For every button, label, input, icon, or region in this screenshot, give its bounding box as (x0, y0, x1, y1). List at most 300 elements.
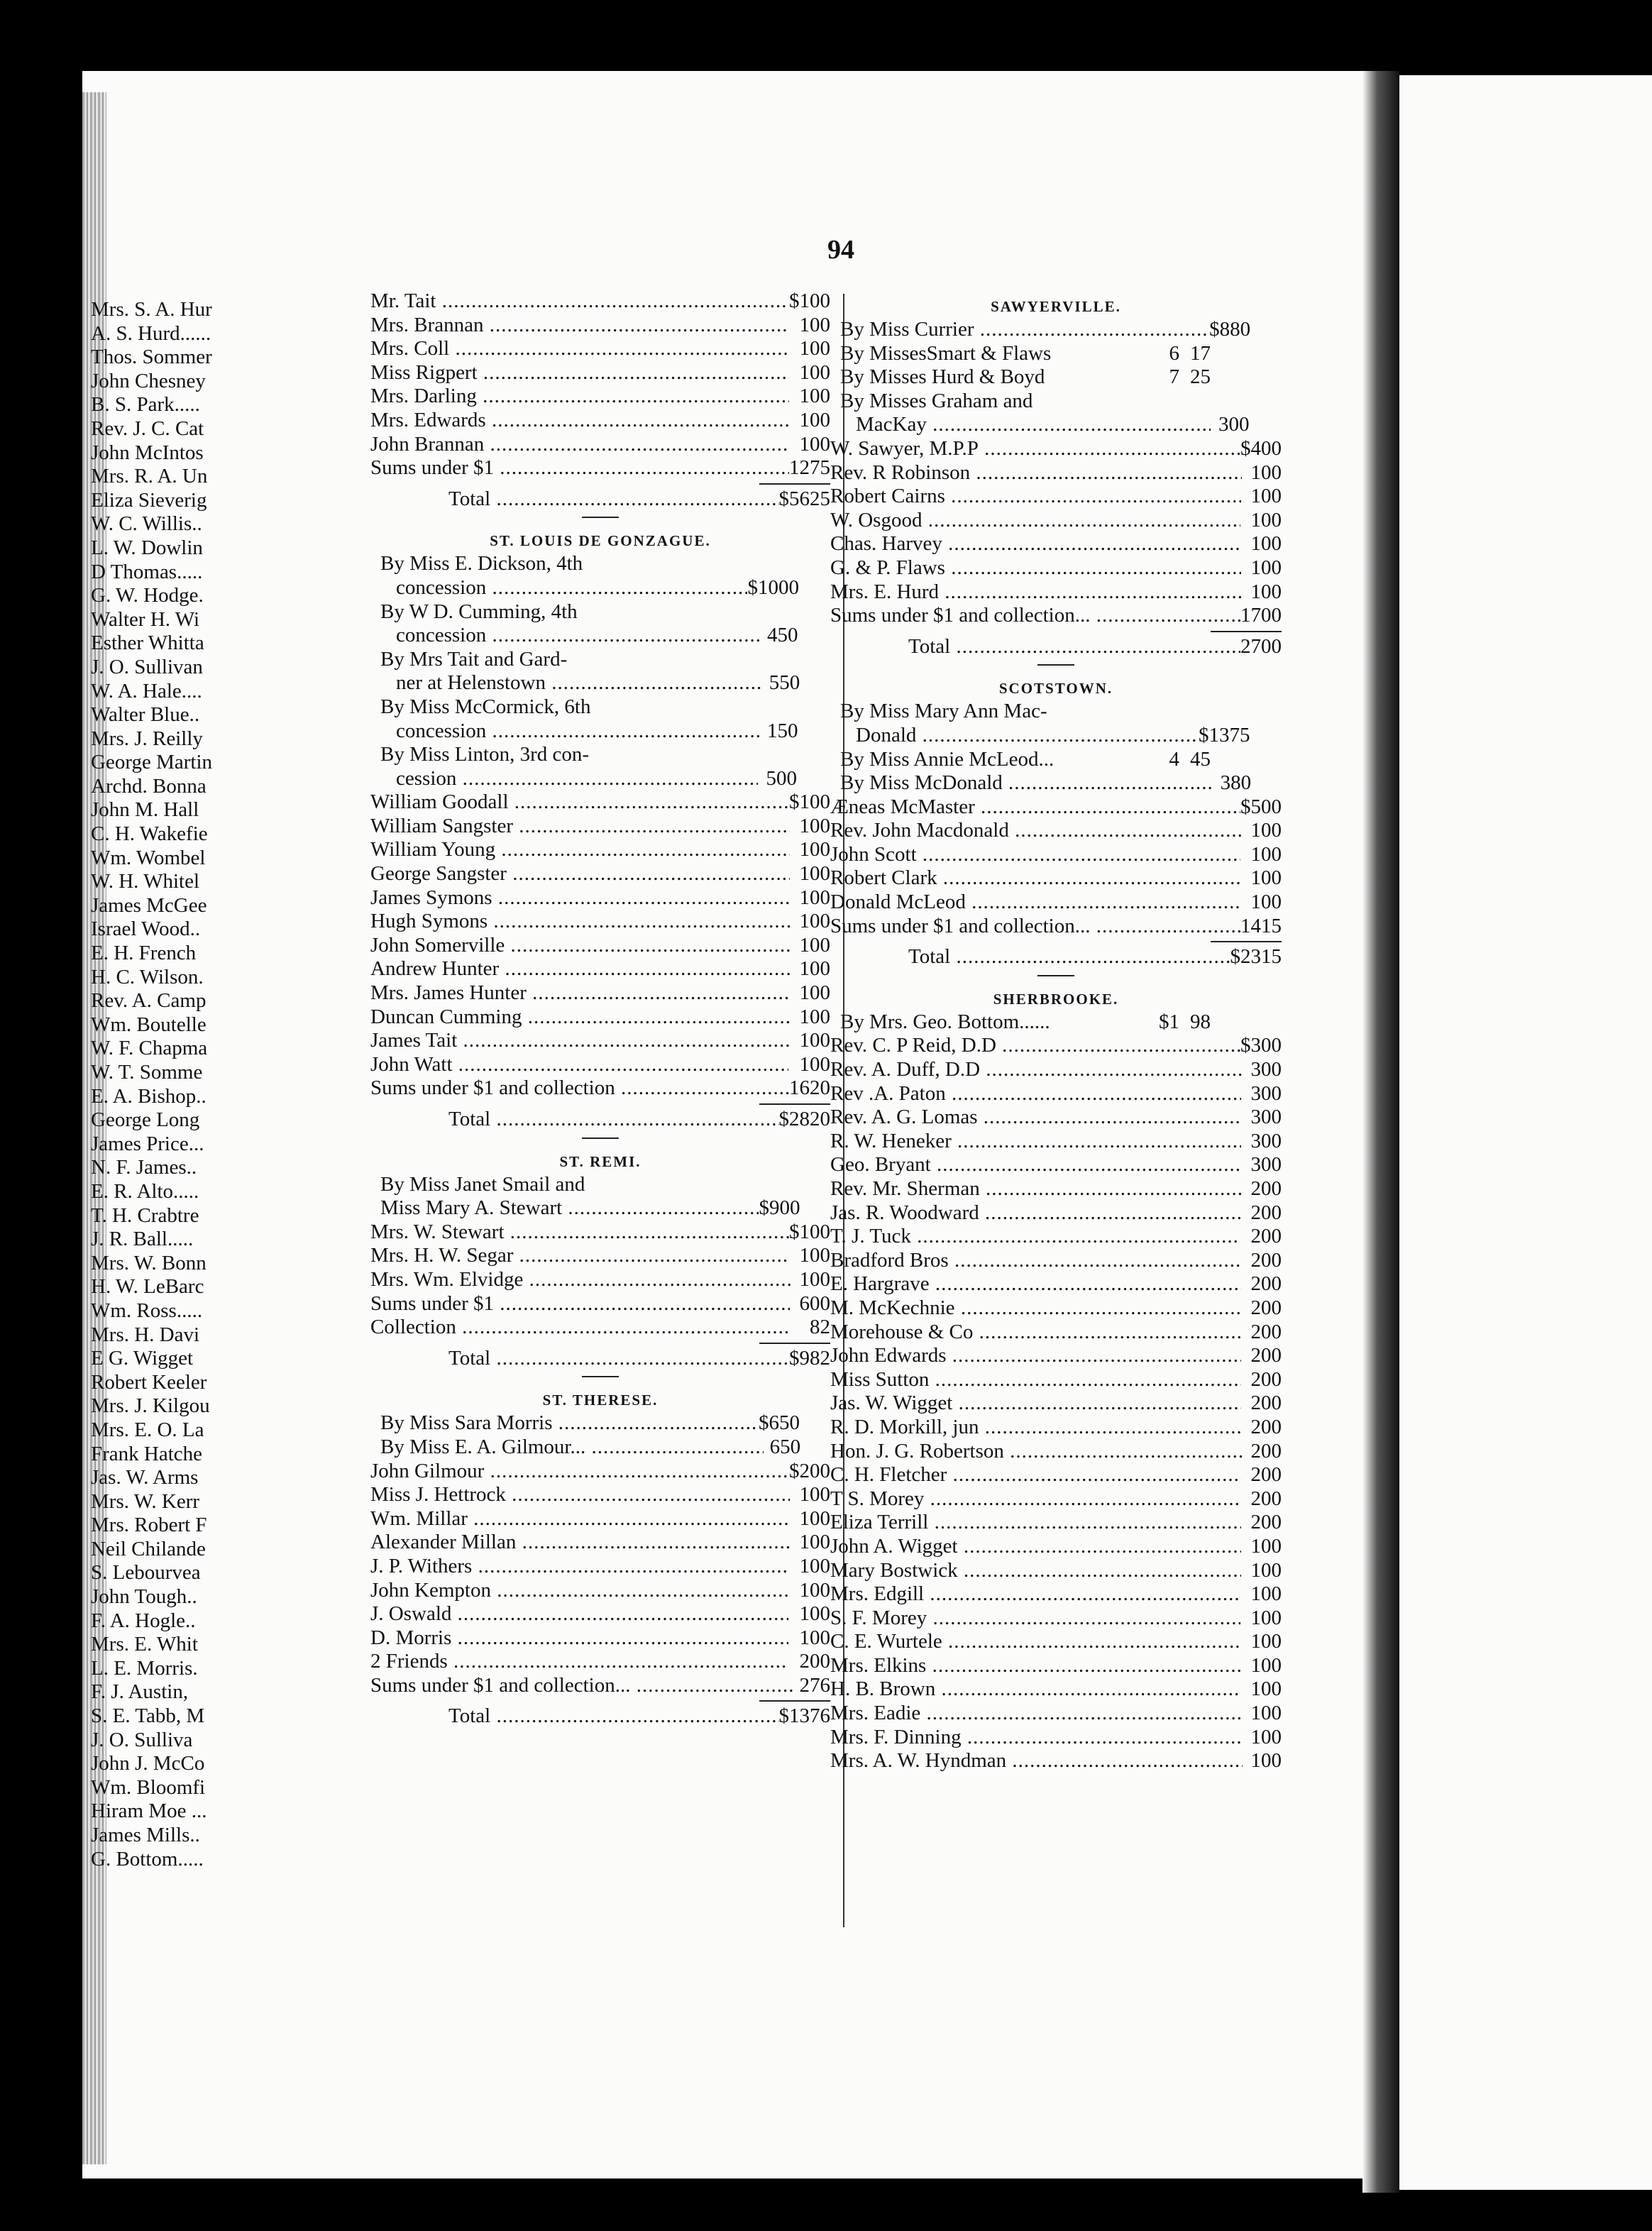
total-row (830, 635, 1282, 659)
entry-row (370, 361, 830, 385)
entry-name: Rev. Mr. Sherman ..... (830, 1177, 1242, 1201)
entry-row (830, 1153, 1282, 1177)
amount-dollars: 12 (789, 456, 810, 480)
entry-row (830, 1272, 1282, 1296)
amount-dollars: 1 (799, 1578, 810, 1602)
amount-dollars: $1 (789, 791, 810, 814)
amount-dollars: 2 (1250, 1392, 1261, 1415)
entry-name: Hugh Symons ..... (370, 910, 790, 934)
amount-cents: 00 (1261, 1439, 1282, 1462)
entry-row (830, 1463, 1282, 1487)
amount-dollars: 3 (1250, 1153, 1261, 1177)
entry-name: William Goodall ..... (370, 791, 789, 815)
book-gutter (1362, 71, 1399, 2193)
entry-row (370, 290, 830, 314)
sum-rule (370, 480, 830, 487)
entry-name: John Brannan ..... (370, 433, 789, 457)
entry-name: Mrs. W. Stewart ..... (370, 1221, 789, 1245)
entry-name: Hon. J. G. Robertson ..... (830, 1440, 1243, 1464)
entry-row (370, 910, 830, 934)
entry-name: W. Osgood ..... (830, 509, 1240, 533)
amount-dollars: 1 (1250, 1749, 1261, 1773)
amount-dollars: 1 (1250, 532, 1261, 556)
amount-cents: 00 (810, 886, 830, 909)
entry-name: Jas. R. Woodward ..... (830, 1201, 1242, 1225)
entry-row (830, 437, 1282, 461)
amount-dollars: 17 (1240, 604, 1261, 627)
entry-name: Miss Rigpert ..... (370, 361, 789, 385)
facing-page-entry: Rev. A. Camp (91, 989, 206, 1013)
amount-dollars: 3 (1250, 1129, 1261, 1152)
amount-dollars: 1 (799, 1267, 810, 1291)
amount-dollars: 2 (1250, 1511, 1261, 1534)
entry-name: Sums under $1 ..... (370, 456, 789, 480)
amount-cents: 00 (810, 862, 830, 886)
entry-row (370, 815, 830, 839)
facing-page-entry: Frank Hatche (91, 1442, 203, 1465)
entry-row (370, 981, 830, 1006)
amount-dollars: 1 (799, 838, 810, 861)
amount-dollars: 1 (799, 360, 810, 384)
entry-name: Sums under $1 and collection... ..... (370, 1674, 793, 1698)
amount-cents: 00 (1261, 556, 1282, 579)
entry-row (830, 1106, 1282, 1130)
amount-dollars: $56 (778, 487, 810, 510)
entry-row (370, 1292, 830, 1316)
entry-row (830, 461, 1282, 485)
facing-page-entry: F. J. Austin, (91, 1680, 189, 1704)
entry-name: By Miss Annie McLeod... (840, 747, 1054, 771)
entry-name: Total ..... (448, 1108, 779, 1132)
amount-cents: 15 (1261, 914, 1282, 937)
entry-row (830, 1058, 1282, 1082)
entry-name: Geo. Bryant ..... (830, 1153, 1241, 1177)
entry-name: Mary Bostwick ..... (830, 1559, 1241, 1583)
facing-page-entry: Mrs. R. A. Un (91, 465, 208, 488)
amount-dollars: 1 (1250, 485, 1261, 508)
amount-cents: 00 (1261, 819, 1282, 842)
amount-cents: 00 (1261, 1153, 1282, 1177)
entry-name: Rev. A. Duff, D.D ..... (830, 1058, 1242, 1082)
facing-page-entry: Robert Keeler (91, 1370, 207, 1394)
entry-row (830, 1726, 1282, 1750)
entry-row (370, 1507, 830, 1531)
amount-cents: 00 (1261, 1630, 1282, 1653)
amount-dollars: $3 (1240, 1034, 1261, 1057)
amount-cents: 00 (1261, 1678, 1282, 1701)
facing-page-entry: Israel Wood.. (91, 918, 201, 941)
amount-cents: 00 (810, 933, 830, 957)
amount-cents: 98 (1190, 1010, 1211, 1033)
entry-row (370, 934, 830, 958)
amount-cents: 80 (1230, 318, 1251, 341)
amount-dollars: $13 (1198, 723, 1230, 747)
amount-cents: 15 (1261, 945, 1282, 969)
entry-name: By Miss E. Dickson, 4th (380, 552, 583, 575)
entry-name: MacKay ..... (856, 413, 1211, 437)
section-heading: SAWYERVILLE. (991, 298, 1121, 315)
facing-page-entry: John Tough.. (91, 1585, 197, 1609)
entry-name: T. J. Tuck ..... (830, 1225, 1240, 1249)
amount-cents: 00 (1261, 1749, 1282, 1773)
facing-page-entry: Neil Chilande (91, 1537, 206, 1560)
facing-page-entry: John M. Hall (91, 798, 199, 822)
entry-name: M. McKechnie ..... (830, 1296, 1241, 1321)
amount-cents: 00 (1261, 891, 1282, 914)
facing-page-entry: E. R. Alto..... (91, 1179, 199, 1203)
amount-dollars: 1 (1250, 819, 1261, 842)
amount-dollars: 4 (1169, 747, 1179, 771)
total-row (370, 1108, 830, 1132)
entry-name: Mrs. H. W. Segar ..... (370, 1244, 790, 1268)
entry-row (370, 1460, 830, 1484)
facing-page-entry: D Thomas..... (91, 560, 203, 583)
facing-page-entry: W. A. Hale.... (91, 679, 202, 703)
amount-dollars: 1 (1250, 866, 1261, 890)
entry-row (370, 624, 830, 648)
amount-cents: 00 (1228, 413, 1250, 436)
entry-name: H. B. Brown ..... (830, 1678, 1241, 1702)
amount-dollars: 1 (1250, 1725, 1261, 1748)
amount-dollars: 1 (799, 313, 810, 336)
facing-page-entry: E. H. French (91, 942, 197, 965)
amount-cents: 00 (776, 766, 797, 790)
entry-row (830, 1582, 1282, 1607)
facing-page-entry: Wm. Ross..... (91, 1299, 203, 1322)
entry-row (830, 866, 1282, 891)
entry-name: Miss Mary A. Stewart ..... (380, 1196, 759, 1221)
amount-cents: 00 (1261, 436, 1282, 460)
amount-dollars: 1 (1250, 556, 1261, 579)
amount-cents: 00 (1261, 1296, 1282, 1319)
amount-dollars: 1 (799, 1029, 810, 1052)
entry-name: Mrs. Edgill ..... (830, 1582, 1240, 1607)
entry-name: Duncan Cumming ..... (370, 1006, 791, 1030)
page-number: 94 (827, 235, 854, 265)
entry-name: J. Oswald ..... (370, 1602, 788, 1626)
amount-cents: 00 (1261, 1606, 1282, 1629)
amount-dollars: 1 (799, 1554, 810, 1577)
entry-name: By Miss Mary Ann Mac- (840, 700, 1047, 723)
amount-dollars: 1 (799, 910, 810, 933)
amount-dollars: 1 (1250, 1606, 1261, 1629)
amount-cents: 00 (1261, 842, 1282, 866)
amount-cents: 00 (1261, 1201, 1282, 1224)
facing-page-entry: H. C. Wilson. (91, 965, 204, 988)
entry-name: Robert Clark ..... (830, 866, 1241, 891)
entry-row (830, 1034, 1282, 1058)
amount-cents: 00 (1261, 1392, 1282, 1415)
entry-row (370, 838, 830, 862)
amount-dollars: 2 (1250, 1487, 1261, 1510)
amount-cents: 00 (1261, 532, 1282, 556)
entry-name: John A. Wigget ..... (830, 1535, 1241, 1559)
amount-cents: 75 (1229, 723, 1250, 747)
entry-name: E. Hargrave ..... (830, 1272, 1241, 1296)
entry-row (830, 1630, 1282, 1654)
entry-row (370, 1531, 830, 1555)
facing-page-entry: L. E. Morris. (91, 1656, 198, 1680)
amount-cents: 75 (810, 456, 830, 480)
entry-name: Donald McLeod ..... (830, 891, 1242, 915)
facing-page-entry: S. Lebourvea (91, 1561, 201, 1585)
entry-name: R. W. Heneker ..... (830, 1130, 1241, 1154)
amount-cents: 00 (1261, 1463, 1282, 1487)
entry-row (370, 314, 830, 338)
entry-name: Sums under $1 and collection ..... (370, 1076, 789, 1101)
facing-page-entry: Jas. W. Arms (91, 1466, 199, 1489)
amount-cents: 00 (1261, 1272, 1282, 1296)
amount-cents: 82 (810, 1316, 830, 1339)
entry-name: Miss Sutton ..... (830, 1368, 1241, 1392)
amount-dollars: 6 (799, 1291, 810, 1315)
amount-cents: 00 (810, 313, 830, 336)
entry-row (370, 1268, 830, 1292)
amount-dollars: 1 (1250, 1702, 1261, 1725)
entry-row (830, 1010, 1282, 1035)
facing-page-entry: Mrs. H. Davi (91, 1323, 200, 1346)
entry-row (830, 891, 1282, 915)
amount-dollars: 1 (1250, 1630, 1261, 1653)
entry-name: John Kempton ..... (370, 1579, 790, 1603)
amount-dollars: 2 (799, 1673, 810, 1697)
amount-cents: 00 (1261, 1081, 1282, 1105)
amount-dollars: 1 (799, 1626, 810, 1649)
entry-row (830, 1654, 1282, 1678)
amount-dollars: 1 (799, 1052, 810, 1076)
entry-name: T S. Morey ..... (830, 1487, 1240, 1511)
facing-page-entry: L. W. Dowlin (91, 536, 203, 559)
amount-cents: 00 (1261, 580, 1282, 603)
amount-cents: 00 (810, 957, 830, 981)
facing-page-entry: Wm. Boutelle (91, 1013, 206, 1036)
amount-dollars: $9 (759, 1196, 780, 1220)
amount-cents: 00 (779, 1196, 800, 1220)
entry-row (830, 1321, 1282, 1345)
amount-cents: 00 (810, 1578, 830, 1602)
facing-page-entry: Hiram Moe ... (91, 1800, 207, 1823)
amount-cents: 50 (779, 1411, 800, 1435)
amount-cents: 00 (810, 1291, 830, 1315)
amount-cents: 00 (810, 408, 830, 431)
total-row (370, 1347, 830, 1371)
facing-page-entry: W. H. Whitel (91, 870, 200, 893)
entry-row (370, 337, 830, 361)
entry-name: John Gilmour ..... (370, 1460, 789, 1484)
entry-row (830, 532, 1282, 556)
entry-name: Mrs. F. Dinning ..... (830, 1726, 1242, 1750)
amount-cents: 00 (1261, 1106, 1282, 1129)
entry-name: Mrs. Elkins ..... (830, 1654, 1240, 1678)
amount-dollars: $10 (747, 575, 778, 599)
facing-page-entry: Esther Whitta (91, 632, 204, 655)
facing-page-entry: John Chesney (91, 369, 206, 392)
amount-cents: 00 (1261, 1582, 1282, 1606)
entry-row (370, 1602, 830, 1626)
facing-page-entry: J. R. Ball..... (91, 1228, 194, 1251)
entry-row (830, 1201, 1282, 1225)
entry-row (830, 1392, 1282, 1416)
facing-page-entry: F. A. Hogle.. (91, 1609, 196, 1632)
entry-name: John Somerville ..... (370, 934, 790, 958)
entry-row (370, 1196, 830, 1221)
entry-row (830, 1487, 1282, 1511)
entry-row (370, 671, 830, 695)
facing-page-entry: Mrs. S. A. Hur (91, 298, 212, 321)
entry-name: George Sangster ..... (370, 862, 790, 886)
entry-row (370, 886, 830, 910)
amount-cents: 17 (1190, 341, 1211, 365)
amount-dollars: 1 (1250, 842, 1261, 866)
amount-dollars: $1 (789, 290, 810, 312)
entry-name: G. & P. Flaws ..... (830, 556, 1241, 580)
amount-dollars: 1 (799, 337, 810, 360)
entry-row (830, 724, 1282, 748)
amount-dollars: 1 (1250, 1678, 1261, 1701)
amount-dollars: $4 (1240, 436, 1261, 460)
amount-cents: 00 (810, 432, 830, 456)
total-row (830, 945, 1282, 969)
amount-dollars: 1 (1250, 580, 1261, 603)
entry-row (830, 1607, 1282, 1631)
facing-page-entry: Rev. J. C. Cat (91, 417, 204, 440)
amount-dollars: 14 (1240, 914, 1261, 937)
amount-cents: 00 (1261, 1487, 1282, 1510)
entry-name: S. F. Morey ..... (830, 1607, 1240, 1631)
facing-page-entry: E G. Wigget (91, 1347, 194, 1370)
facing-page-entry: Mrs. W. Bonn (91, 1251, 206, 1274)
entry-name: Rev .A. Paton ..... (830, 1082, 1241, 1106)
amount-dollars: 1 (799, 408, 810, 431)
section-separator (370, 1370, 830, 1383)
entry-row (830, 843, 1282, 867)
entry-row (830, 1416, 1282, 1440)
entry-row (370, 648, 830, 672)
amount-cents: 00 (810, 385, 830, 408)
entry-name: concession ..... (396, 624, 759, 648)
entry-name: Chas. Harvey ..... (830, 532, 1241, 556)
amount-cents: 00 (1261, 485, 1282, 508)
amount-dollars: 1 (767, 719, 778, 742)
entry-name: Alexander Millan ..... (370, 1531, 790, 1555)
amount-cents: 00 (778, 575, 799, 599)
facing-page-entry: James McGee (91, 893, 207, 917)
left-column (370, 290, 830, 1729)
amount-cents: 00 (810, 337, 830, 360)
amount-cents: 00 (810, 838, 830, 861)
entry-name: C. H. Fletcher ..... (830, 1463, 1241, 1487)
amount-cents: 00 (1261, 508, 1282, 531)
entry-name: Total ..... (908, 635, 1240, 659)
amount-dollars: 1 (1250, 891, 1261, 914)
amount-dollars: 1 (1250, 1653, 1261, 1677)
amount-dollars: 2 (1250, 1225, 1261, 1248)
entry-row (830, 700, 1282, 724)
amount-dollars: 2 (1250, 1415, 1261, 1438)
amount-cents: 00 (1261, 1702, 1282, 1725)
amount-cents: 00 (1261, 1367, 1282, 1391)
entry-name: Mrs. Edwards ..... (370, 409, 790, 433)
entry-row (370, 1316, 830, 1340)
entry-name: By Miss McDonald ..... (840, 771, 1213, 795)
entry-name: Wm. Millar ..... (370, 1507, 789, 1531)
entry-row (830, 556, 1282, 580)
facing-page-entry: C. H. Wakefie (91, 822, 208, 846)
section-heading: SCOTSTOWN. (998, 680, 1113, 698)
entry-name: Mrs. Brannan ..... (370, 314, 789, 338)
entry-name: By Miss E. A. Gilmour... ..... (380, 1436, 764, 1460)
facing-page-entry: Mrs. Robert F (91, 1514, 207, 1537)
entry-row (370, 433, 830, 457)
entry-row (370, 385, 830, 409)
amount-cents: 00 (1261, 1344, 1282, 1367)
amount-dollars: 2 (1250, 1344, 1261, 1367)
entry-name: John Scott ..... (830, 843, 1240, 867)
amount-cents: 20 (810, 1108, 830, 1130)
amount-cents: 00 (1261, 1225, 1282, 1248)
amount-dollars: 6 (1169, 341, 1179, 365)
facing-page-entry: B. S. Park..... (91, 393, 200, 417)
amount-dollars: 1 (1250, 461, 1261, 484)
amount-dollars: $9 (789, 1346, 810, 1370)
entry-name: concession ..... (396, 720, 759, 744)
amount-dollars: 1 (799, 814, 810, 837)
entry-row (370, 1411, 830, 1436)
amount-dollars: 1 (799, 957, 810, 981)
section-separator (370, 1132, 830, 1145)
facing-page-entry: Mrs. W. Kerr (91, 1489, 200, 1513)
amount-dollars: 1 (799, 432, 810, 456)
amount-dollars: 1 (1250, 1558, 1261, 1582)
entry-row (370, 862, 830, 886)
entry-name: Mrs. Eadie ..... (830, 1702, 1240, 1726)
facing-page-entry: James Price... (91, 1132, 204, 1155)
facing-page-entry: James Mills.. (91, 1824, 200, 1846)
entry-row (830, 1535, 1282, 1559)
amount-dollars: 3 (1250, 1106, 1261, 1129)
amount-cents: 00 (1261, 1653, 1282, 1677)
entry-name: Mr. Tait ..... (370, 290, 788, 314)
amount-cents: 50 (780, 1435, 801, 1458)
amount-cents: 00 (1261, 1558, 1282, 1582)
facing-page-entry: Mrs. J. Reilly (91, 727, 203, 750)
amount-dollars: $8 (1209, 318, 1230, 341)
entry-row (830, 1082, 1282, 1106)
entry-name: By Miss Linton, 3rd con- (380, 743, 590, 766)
total-row (370, 487, 830, 512)
entry-name: Mrs. Darling ..... (370, 385, 789, 409)
amount-dollars: 3 (1220, 771, 1231, 795)
amount-cents: 00 (1261, 866, 1282, 890)
section-separator (830, 659, 1282, 671)
entry-row (830, 1225, 1282, 1249)
amount-cents: 25 (810, 487, 830, 510)
facing-page-entry: J. O. Sulliva (91, 1728, 193, 1751)
entry-name: Mrs. Coll ..... (370, 337, 788, 361)
amount-cents: 00 (810, 360, 830, 384)
entry-row (830, 915, 1282, 939)
amount-dollars: 6 (769, 1435, 781, 1458)
amount-cents: 50 (779, 671, 800, 695)
entry-row (370, 1053, 830, 1077)
amount-cents: 00 (1261, 1511, 1282, 1534)
amount-cents: 00 (810, 1650, 830, 1673)
amount-dollars: $5 (1240, 795, 1261, 818)
amount-dollars: 1 (799, 886, 810, 909)
entry-row (830, 1344, 1282, 1368)
entry-row (830, 1440, 1282, 1464)
entry-name: Sums under $1 and collection... ..... (830, 604, 1240, 628)
